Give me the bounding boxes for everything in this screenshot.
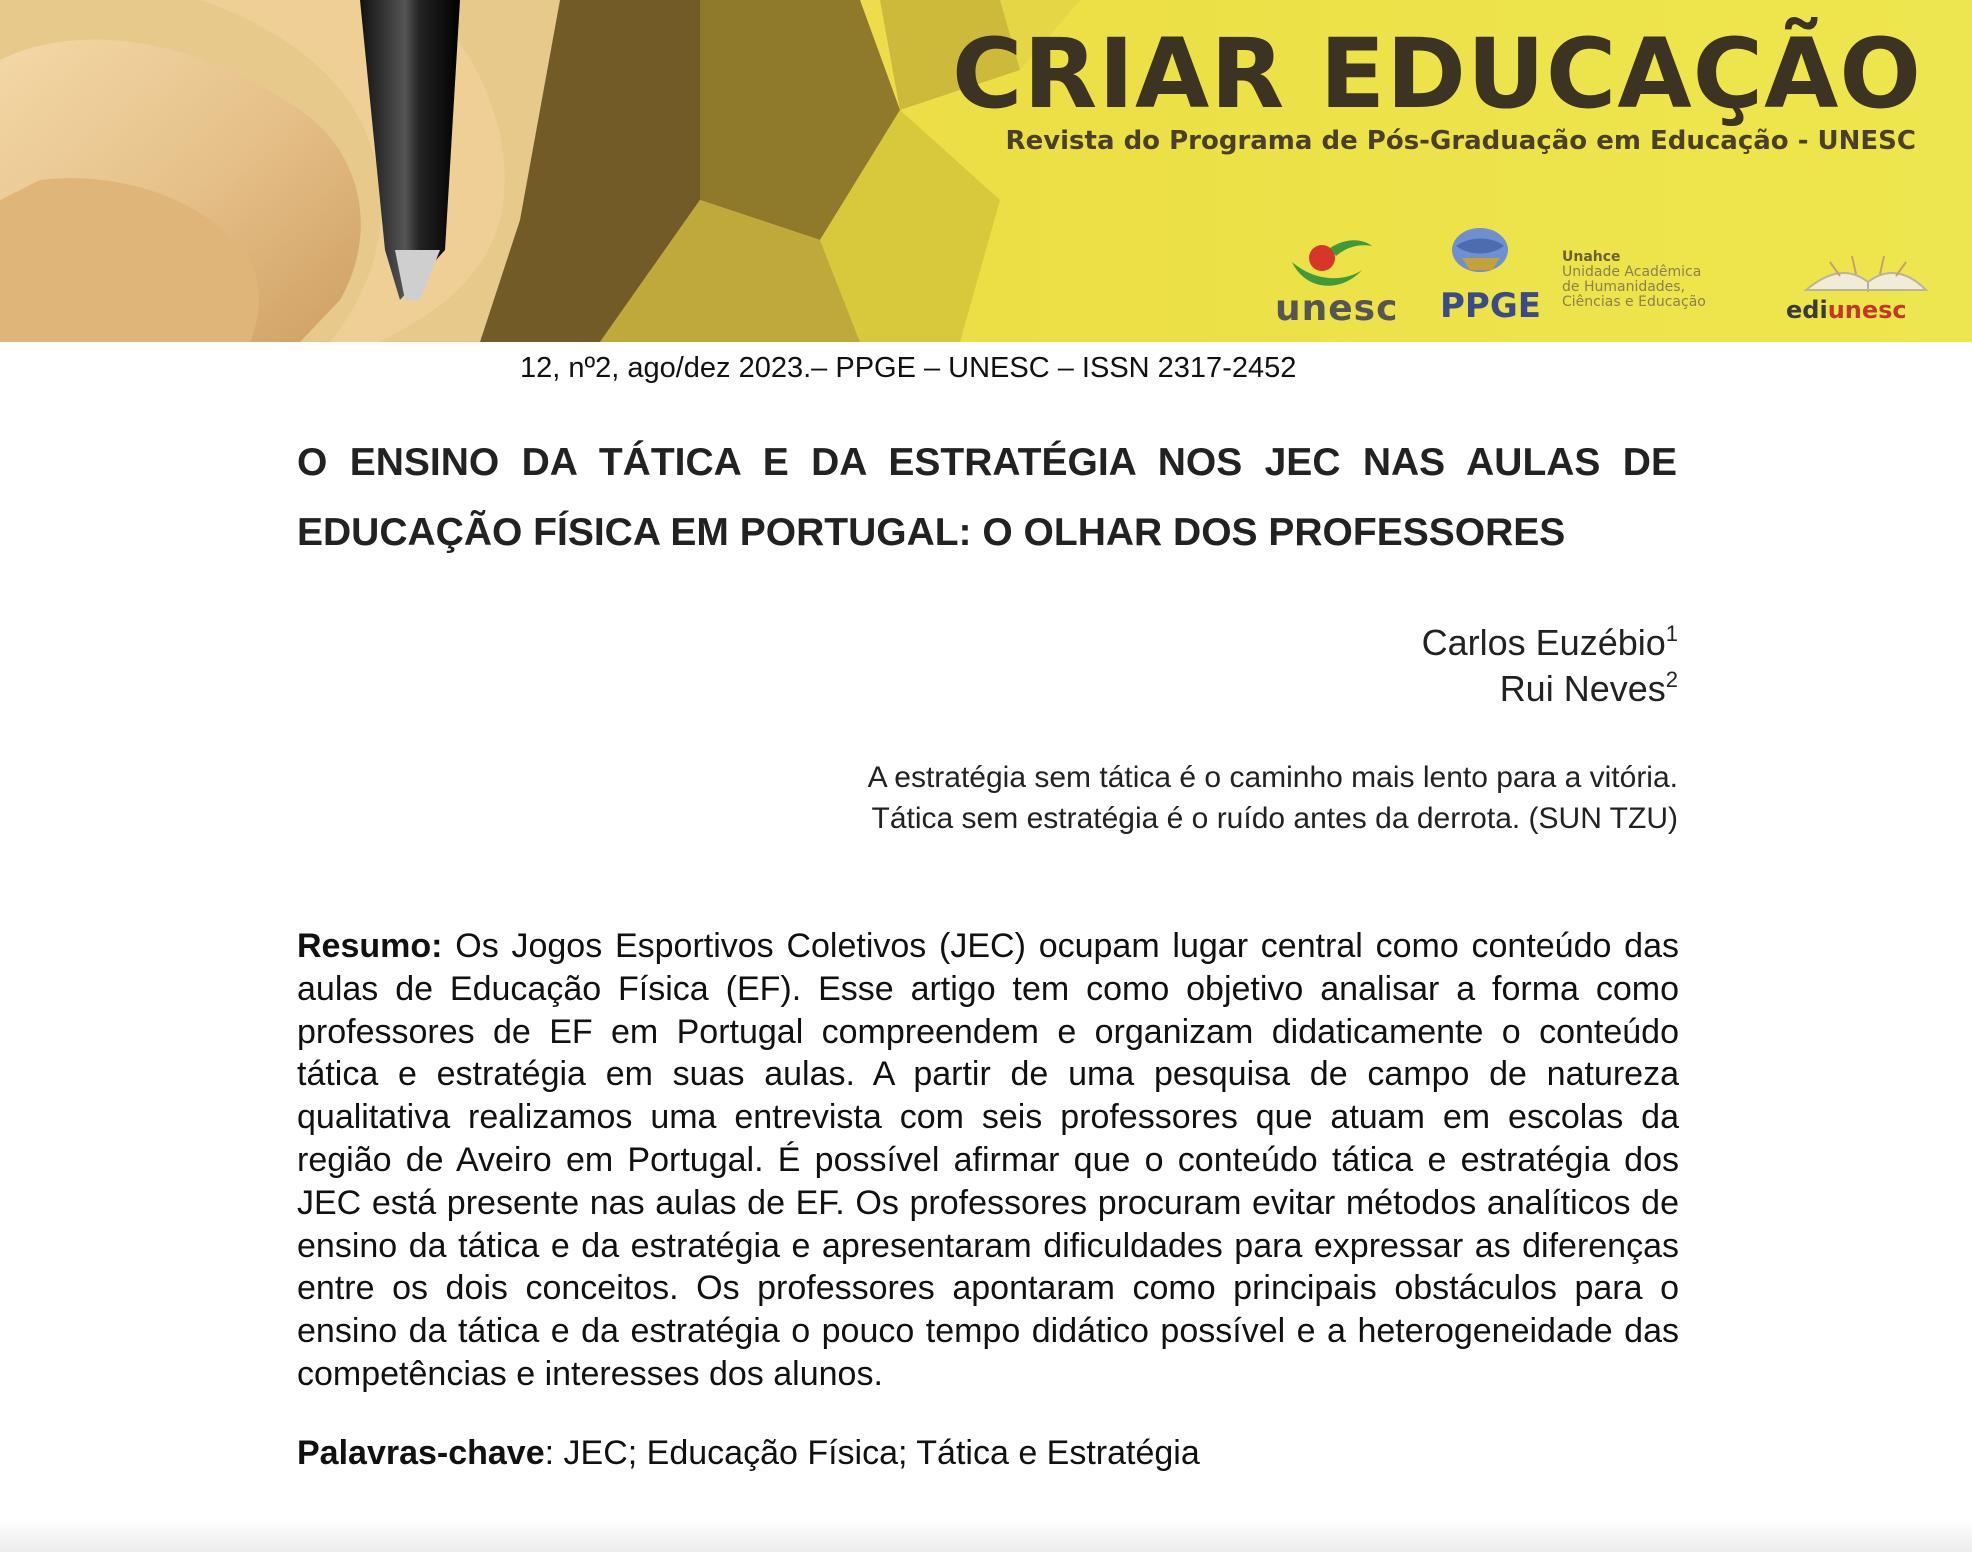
unahce-logo-line: Unidade Acadêmica (1562, 264, 1702, 280)
epigraph-line: A estratégia sem tática é o caminho mais lento para a vitória. (867, 761, 1678, 794)
author-item (1422, 666, 1678, 712)
unahce-logo-title: Unahce (1562, 249, 1621, 265)
keywords-text: : JEC; Educação Física; Tática e Estratégia (544, 1434, 1200, 1472)
page-bottom-shadow (0, 1518, 1972, 1552)
issue-line: 12, nº2, ago/dez 2023.– PPGE – UNESC – ISSN 2317-2452 (520, 352, 1297, 384)
paper-title: O ENSINO DA TÁTICA E DA ESTRATÉGIA NOS JEC NAS AULAS DE EDUCAÇÃO FÍSICA EM PORTUGAL: O OLHAR DOS PROFESSORES (297, 441, 1677, 554)
ediunesc-logo-part: unesc (1827, 296, 1907, 324)
unesc-logo-text: unesc (1275, 288, 1399, 329)
abstract-text: Os Jogos Esportivos Coletivos (JEC) ocupam lugar central como conteúdo das aulas de Educação Física (EF). Esse artigo tem como objetivo analisar a forma como professores de EF em Portugal compreendem e organizam didaticamente o conteúdo tática e estratégia em suas aulas. A partir de uma pesquisa de campo de natureza qualitativa realizamos uma entrevista com seis professores que atuam em escolas da região de Aveiro em Portugal. É possível afirmar que o conteúdo tática e estratégia dos JEC está presente nas aulas de EF. Os professores procuram evitar métodos analíticos de ensino da tática e da estratégia e apresentaram dificuldades para expressar as diferenças entre os dois conceitos. Os professores apontaram como principais obstáculos para o ensino da tática e da estratégia o pouco tempo didático possível e a heterogeneidade das competências e interesses dos alunos. (297, 927, 1679, 1393)
keywords-label: Palavras-chave (297, 1434, 545, 1472)
keywords (297, 1432, 1200, 1474)
unahce-logo (1562, 250, 1706, 310)
footnote-ref[interactable]: 1 (1665, 621, 1678, 646)
epigraph (868, 757, 1678, 839)
journal-title: CRIAR EDUCAÇÃO (951, 18, 1922, 130)
author-name: Carlos Euzébio (1421, 622, 1666, 663)
ediunesc-logo-text (1786, 296, 1907, 324)
abstract (297, 925, 1679, 1396)
epigraph-line: Tática sem estratégia é o ruído antes da derrota. (SUN TZU) (871, 802, 1678, 835)
journal-banner (0, 0, 1972, 342)
footnote-ref[interactable]: 2 (1665, 667, 1678, 692)
unahce-logo-line: de Humanidades, (1562, 279, 1686, 295)
abstract-label: Resumo: (297, 927, 443, 965)
unahce-logo-line: Ciências e Educação (1562, 294, 1706, 310)
ppge-globe-icon (1452, 228, 1508, 272)
ppge-logo-text: PPGE (1440, 286, 1541, 326)
unesc-logo (1292, 240, 1372, 286)
journal-subtitle: Revista do Programa de Pós-Graduação em Educação - UNESC (1005, 126, 1916, 156)
ediunesc-book-icon (1806, 256, 1926, 292)
author-name: Rui Neves (1499, 668, 1666, 709)
ediunesc-logo-part: edi (1786, 296, 1828, 324)
author-item (1422, 620, 1678, 666)
author-list (1422, 620, 1678, 712)
